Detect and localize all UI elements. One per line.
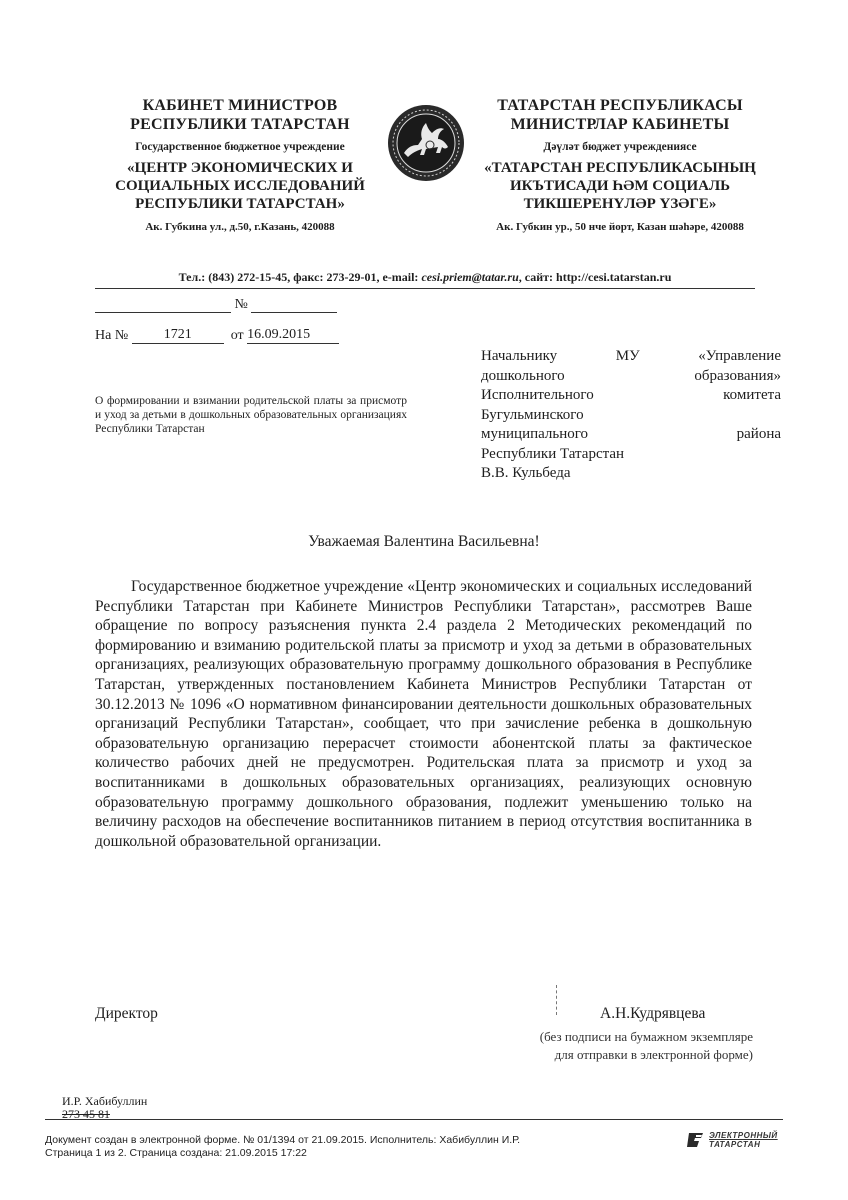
- salutation: Уважаемая Валентина Васильевна!: [308, 533, 540, 550]
- cabinet-title-tt-2: МИНИСТРЛАР КАБИНЕТЫ: [510, 116, 730, 133]
- website-link[interactable]: , сайт: http://cesi.tatarstan.ru: [518, 270, 672, 284]
- address-tt: Ак. Губкин ур., 50 нче йорт, Казан шәһәре, 420088: [496, 221, 744, 233]
- addressee-name: В.В. Кульбеда: [481, 465, 571, 481]
- institution-type-tt: Дәүләт бюджет учреждениясе: [543, 141, 697, 153]
- addressee-block: [481, 347, 781, 484]
- logo-text-line2: ТАТАРСТАН: [709, 1140, 761, 1149]
- letter-body: Государственное бюджетное учреждение «Центр экономических и социальных исследований Республики Татарстан при Кабинете Министров Республики Татарстан», рассмотрев Ваше обращение по вопросу разъяснения пункта 2.4 раздела 2 Методических рекомендаций по формированию и взиманию родительской платы за присмотр и уход за детьми в образовательных организациях, реализующих образовательную программу дошкольного образования в Республике Татарстан, утвержденных постановлением Кабинета Министров Республики Татарстан от 30.12.2013 № 1096 «О нормативном финансировании деятельности дошкольных образовательных организаций Республики Татарстан», сообщает, что при зачисление ребенка в дошкольную образовательную организацию перерасчет стоимости абонентской платы за фактическое количество рабочих дней не предусмотрен. Родительская плата за присмотр и уход за воспитанниками в дошкольных образовательных организациях, реализующих основную образовательную программу дошкольного образования, подлежит уменьшению только на величину расходов на обеспечение воспитанников питанием в период отсутствия воспитанника в дошкольной образовательной организации.: [95, 578, 752, 850]
- addressee-line: Республики Татарстан: [481, 445, 625, 462]
- addressee-line: дошкольного образования»: [481, 367, 781, 384]
- executor-phone: 273 45 81: [62, 1107, 110, 1121]
- footer-divider: [45, 1119, 783, 1120]
- signature-note-line: для отправки в электронной форме): [554, 1047, 753, 1062]
- signatory-name: А.Н.Кудрявцева: [600, 1005, 706, 1022]
- addressee-line: Начальнику МУ «Управление: [481, 348, 781, 364]
- footer-page-info: Страница 1 из 2. Страница создана: 21.09.2015 17:22: [45, 1147, 307, 1159]
- address-ru: Ак. Губкина ул., д.50, г.Казань, 420088: [145, 221, 335, 233]
- signature-note: [468, 1028, 753, 1064]
- signatory-title: Директор: [95, 1005, 158, 1022]
- reply-prefix: На №: [95, 328, 129, 343]
- org-name-ru-1: «ЦЕНТР ЭКОНОМИЧЕСКИХ И: [127, 160, 353, 176]
- number-sign: №: [234, 297, 248, 312]
- tatarstan-coat-of-arms-icon: [386, 103, 466, 183]
- org-name-ru-3: РЕСПУБЛИКИ ТАТАРСТАН»: [135, 196, 345, 212]
- reply-number: 1721: [132, 327, 224, 344]
- logo-text-line1: ЭЛЕКТРОННЫЙ: [709, 1131, 778, 1140]
- letter-subject: О формировании и взимании родительской платы за присмотр и уход за детьми в дошкольных образовательных организациях Республики Татарстан: [95, 395, 407, 435]
- reply-date: 16.09.2015: [247, 327, 339, 344]
- cabinet-title-tt: ТАТАРСТАН РЕСПУБЛИКАСЫ: [497, 97, 743, 114]
- org-name-tt-3: ТИКШЕРЕНҮЛӘР ҮЗӘГЕ»: [523, 196, 717, 212]
- reply-reference: [95, 327, 339, 344]
- fold-mark: [556, 985, 558, 1015]
- institution-type-ru: Государственное бюджетное учреждение: [135, 141, 345, 153]
- electronic-tatarstan-logo: [686, 1131, 786, 1157]
- executor-name: И.Р. Хабибуллин: [62, 1094, 148, 1108]
- contact-line: [95, 270, 755, 289]
- email-link[interactable]: cesi.priem@tatar.ru: [421, 270, 519, 284]
- date-field-blank: [95, 296, 231, 313]
- cabinet-title-ru: КАБИНЕТ МИНИСТРОВ: [142, 97, 338, 114]
- number-field-blank: [251, 296, 337, 313]
- electronic-tatarstan-icon: [686, 1131, 706, 1149]
- executor-block: [62, 1095, 147, 1121]
- addressee-line: Бугульминского: [481, 406, 584, 423]
- addressee-line: Исполнительного комитета: [481, 387, 781, 403]
- addressee-line: муниципального района: [481, 426, 781, 442]
- cabinet-title-ru-2: РЕСПУБЛИКИ ТАТАРСТАН: [130, 116, 350, 133]
- registration-line: [95, 296, 337, 313]
- org-name-tt-1: «ТАТАРСТАН РЕСПУБЛИКАСЫНЫҢ: [484, 160, 756, 176]
- signature-note-line: (без подписи на бумажном экземпляре: [539, 1029, 753, 1044]
- footer-doc-info: Документ создан в электронной форме. № 01/1394 от 21.09.2015. Исполнитель: Хабибуллин И.Р.: [45, 1134, 521, 1146]
- letterhead-left: [95, 96, 385, 234]
- reply-date-prefix: от: [230, 328, 244, 343]
- letterhead-right: [470, 96, 770, 234]
- phone-fax: Тел.: (843) 272-15-45, факс: 273-29-01, e-mail:: [178, 270, 422, 284]
- document-footer: [45, 1134, 520, 1160]
- org-name-tt-2: ИКЪТИСАДИ ҺӘМ СОЦИАЛЬ: [509, 178, 731, 194]
- org-name-ru-2: СОЦИАЛЬНЫХ ИССЛЕДОВАНИЙ: [115, 178, 365, 194]
